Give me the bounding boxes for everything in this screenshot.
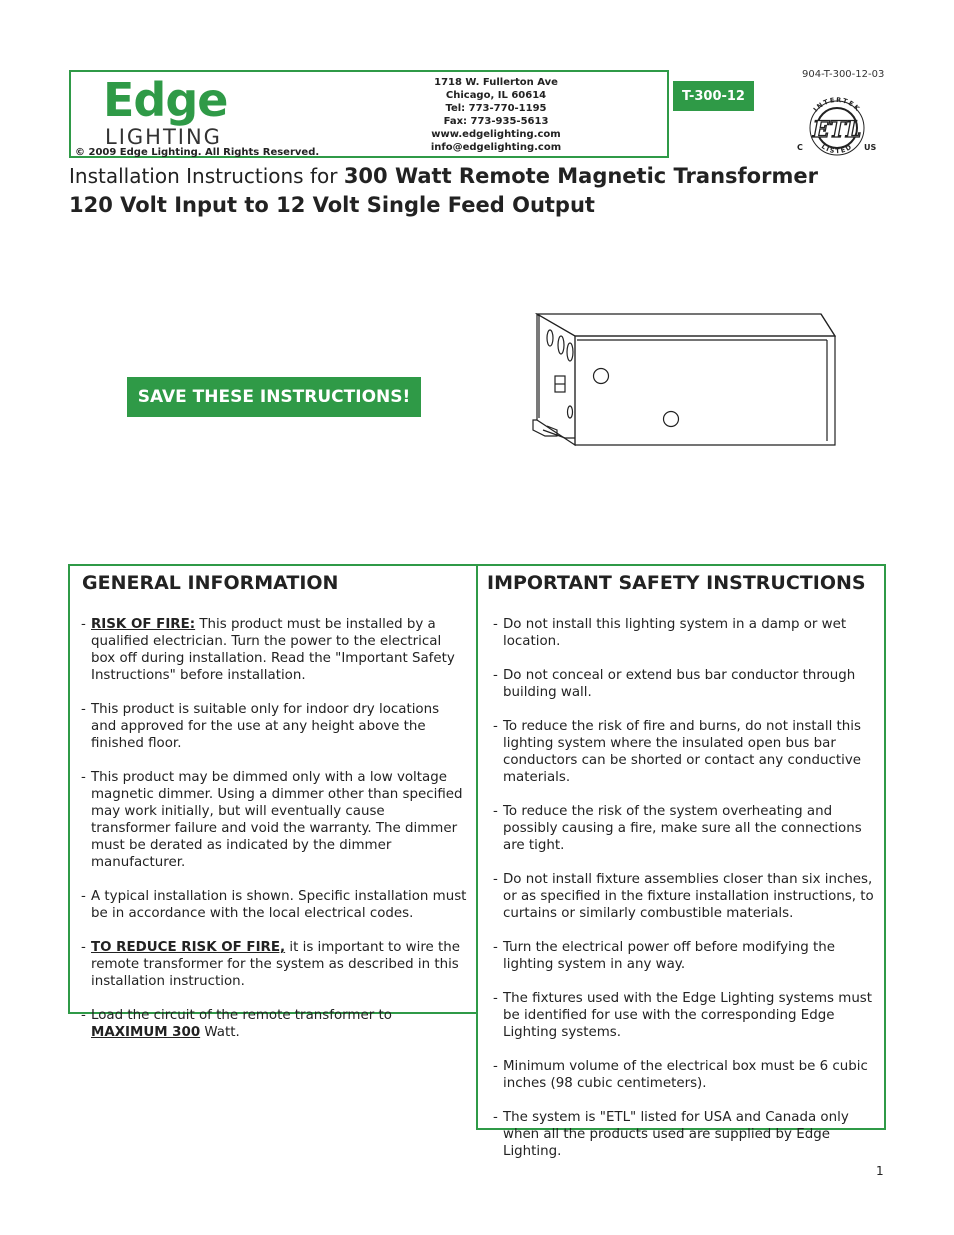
item-text: Load the circuit of the remote transformer to <box>91 1008 392 1023</box>
bullet-dash: - <box>493 991 498 1006</box>
document-number: 904-T-300-12-03 <box>802 69 885 80</box>
title-prefix: Installation Instructions for <box>69 164 344 188</box>
emphasis-text: TO REDUCE RISK OF FIRE, <box>91 940 286 955</box>
bullet-dash: - <box>81 940 86 955</box>
item-text: The system is "ETL" listed for USA and Canada only when all the products used are supplied by Edge Lighting. <box>503 1110 849 1159</box>
etl-us: US <box>864 143 877 152</box>
save-instructions-banner: SAVE THESE INSTRUCTIONS! <box>127 377 421 417</box>
etl-ring-top: INTERTEK <box>811 96 863 114</box>
bullet-dash: - <box>493 668 498 683</box>
bullet-dash: - <box>493 1059 498 1074</box>
bullet-dash: - <box>493 872 498 887</box>
list-item <box>493 718 876 786</box>
item-text: This product must be installed by a qualified electrician. Turn the power to the electrical box off during installation. Read the "Important Safety Instructions" before installation. <box>91 617 455 683</box>
item-text-tail: Watt. <box>200 1025 240 1040</box>
bullet-dash: - <box>493 719 498 734</box>
bullet-dash: - <box>81 617 86 632</box>
address-line: Chicago, IL 60614 <box>445 90 547 101</box>
page-subtitle: 120 Volt Input to 12 Volt Single Feed Output <box>69 193 595 217</box>
item-text: To reduce the risk of the system overheating and possibly causing a fire, make sure all the connections are tight. <box>503 804 862 853</box>
page-number: 1 <box>876 1164 884 1178</box>
title-main: 300 Watt Remote Magnetic Transformer <box>343 164 818 188</box>
address-line: Fax: 773-935-5613 <box>443 116 549 127</box>
list-item <box>81 888 468 922</box>
general-information-panel <box>68 564 478 1040</box>
list-item <box>81 769 468 871</box>
bullet-dash: - <box>81 1008 86 1023</box>
list-item <box>493 990 876 1041</box>
item-text: This product is suitable only for indoor dry locations and approved for the use at any height above the finished floor. <box>91 702 440 751</box>
svg-text:INTERTEK <box>812 96 862 113</box>
etl-c: C <box>797 143 803 152</box>
list-item <box>81 939 468 990</box>
copyright-text: © 2009 Edge Lighting. All Rights Reserved. <box>75 147 320 158</box>
address-line: 1718 W. Fullerton Ave <box>434 77 558 88</box>
item-text: Do not install fixture assemblies closer than six inches, or as specified in the fixture installation instructions, to curtains or similarly combustible materials. <box>503 872 874 921</box>
bullet-dash: - <box>81 702 86 717</box>
general-list <box>81 616 468 1058</box>
logo-word: Edge <box>103 76 228 127</box>
item-text: The fixtures used with the Edge Lighting systems must be identified for use with the corresponding Edge Lighting systems. <box>503 991 873 1040</box>
model-badge: T-300-12 <box>673 81 754 111</box>
safety-list <box>493 616 876 1177</box>
item-text: Do not conceal or extend bus bar conductor through building wall. <box>503 668 856 700</box>
company-address <box>411 76 581 154</box>
list-item <box>493 616 876 650</box>
list-item <box>81 616 468 684</box>
item-text: To reduce the risk of fire and burns, do not install this lighting system where the insulated open bus bar conductors can be shorted or contact any conductive materials. <box>503 719 862 785</box>
bullet-dash: - <box>493 804 498 819</box>
list-item <box>493 803 876 854</box>
etl-ring-bottom: LISTED <box>819 142 855 156</box>
item-text: Do not install this lighting system in a damp or wet location. <box>503 617 847 649</box>
svg-text:LISTED <box>820 142 854 155</box>
bullet-dash: - <box>493 617 498 632</box>
address-line: info@edgelighting.com <box>430 142 562 153</box>
item-text: Turn the electrical power off before modifying the lighting system in any way. <box>503 940 835 972</box>
list-item <box>493 1109 876 1160</box>
header-box <box>69 70 669 158</box>
bullet-dash: - <box>493 1110 498 1125</box>
transformer-illustration <box>525 308 840 450</box>
list-item <box>493 939 876 973</box>
edge-lighting-logo <box>101 76 276 146</box>
general-heading: GENERAL INFORMATION <box>82 572 339 594</box>
list-item <box>493 871 876 922</box>
safety-instructions-panel <box>476 564 886 1159</box>
logo-sub: LIGHTING <box>105 125 222 146</box>
item-text: This product may be dimmed only with a low voltage magnetic dimmer. Using a dimmer other than specified may work initially, but will eventually cause transformer failure and void the warranty. The dimmer must be derated as indicated by the dimmer manufacturer. <box>91 770 463 870</box>
item-text: it is important to wire the remote transformer for the system as described in this installation instruction. <box>91 940 461 989</box>
emphasis-text: MAXIMUM 300 <box>91 1025 201 1040</box>
emphasis-text: RISK OF FIRE: <box>91 617 196 632</box>
bullet-dash: - <box>493 940 498 955</box>
address-line: Tel: 773-770-1195 <box>445 103 547 114</box>
etl-listed-icon <box>794 96 880 160</box>
list-item <box>493 1058 876 1092</box>
list-item <box>81 1007 468 1041</box>
item-text: A typical installation is shown. Specific installation must be in accordance with the local electrical codes. <box>91 889 467 921</box>
etl-mark: ETL <box>812 117 862 143</box>
page-title <box>69 164 818 188</box>
item-text: Minimum volume of the electrical box must be 6 cubic inches (98 cubic centimeters). <box>503 1059 868 1091</box>
bullet-dash: - <box>81 770 86 785</box>
bullet-dash: - <box>81 889 86 904</box>
list-item <box>493 667 876 701</box>
list-item <box>81 701 468 752</box>
safety-heading: IMPORTANT SAFETY INSTRUCTIONS <box>487 572 866 594</box>
address-line: www.edgelighting.com <box>431 129 561 140</box>
